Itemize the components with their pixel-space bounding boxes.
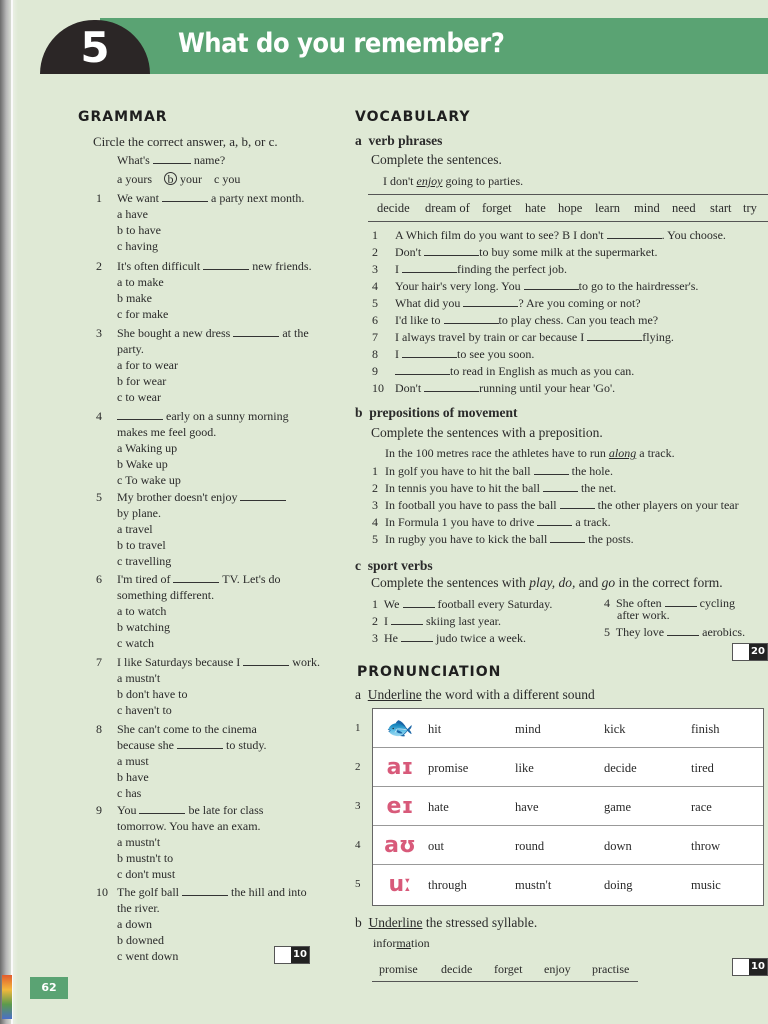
vocab-b-instruction: Complete the sentences with a preposition.: [371, 425, 603, 440]
answer-blank[interactable]: [665, 597, 697, 607]
train-icon: eɪ: [386, 794, 414, 819]
option-a: a Waking up: [117, 441, 178, 455]
word-option: mind: [634, 201, 660, 215]
word-option: learn: [595, 201, 620, 215]
question-text-line2: the river.: [117, 901, 160, 915]
option-b: b Wake up: [117, 457, 168, 471]
word-option: decide: [377, 201, 410, 215]
answer-blank[interactable]: [524, 280, 579, 290]
answer-blank[interactable]: [391, 615, 423, 625]
answer-blank[interactable]: [395, 365, 450, 375]
sentence-number: 2: [372, 245, 378, 259]
sentence-text: In tennis you have to hit the ball the net.: [385, 481, 617, 495]
sentence-number: 4: [372, 515, 378, 529]
option-c: c watch: [117, 636, 154, 650]
pronunciation-row: [373, 826, 763, 865]
option-c: c don't must: [117, 867, 176, 881]
answer-blank[interactable]: [162, 192, 208, 202]
question-number: 10: [96, 885, 108, 899]
pronunciation-word[interactable]: mustn't: [515, 878, 552, 892]
grammar-heading: GRAMMAR: [78, 109, 168, 125]
circled-answer: b: [164, 172, 177, 185]
question-number: 1: [96, 191, 102, 205]
question-text-line2: something different.: [117, 588, 215, 602]
pronunciation-word[interactable]: tired: [691, 761, 714, 775]
row-number: 5: [355, 878, 361, 890]
question-text: She bought a new dress at the: [117, 326, 309, 340]
sentence-text: A Which film do you want to see? B I don't . You choose.: [395, 228, 726, 242]
sentence-text: I finding the perfect job.: [395, 262, 567, 276]
answer-blank[interactable]: [560, 499, 595, 509]
answer-blank[interactable]: [463, 297, 518, 307]
grammar-score-box[interactable]: 10: [274, 946, 310, 964]
stress-word[interactable]: practise: [592, 962, 630, 976]
pronunciation-row: [373, 865, 763, 904]
option-a: a mustn't: [117, 671, 161, 685]
option-c: c went down: [117, 949, 179, 963]
sentence-text: I'd like to to play chess. Can you teach me?: [395, 313, 659, 327]
question-text-line2: makes me feel good.: [117, 425, 217, 439]
vocab-a-example: I don't enjoy going to parties.: [383, 174, 524, 188]
binding-highlight: [11, 0, 13, 1024]
pronunciation-word[interactable]: like: [515, 761, 534, 775]
question-text: early on a sunny morning: [117, 409, 289, 423]
sentence-text: 1 We football every Saturday.: [372, 597, 553, 611]
fish-icon: 🐟: [386, 716, 414, 741]
option-b: b to travel: [117, 538, 166, 552]
option-b: b watching: [117, 620, 170, 634]
answer-blank[interactable]: [233, 327, 279, 337]
page-number: 62: [30, 977, 68, 999]
sentence-text: Don't running until your hear 'Go'.: [395, 381, 616, 395]
sentence-text: In football you have to pass the ball the other players on your tear: [385, 498, 739, 512]
pronunciation-row: [373, 709, 763, 748]
question-text: She can't come to the cinema: [117, 722, 257, 736]
option-c: c haven't to: [117, 703, 172, 717]
question-number: 3: [96, 326, 102, 340]
vocab-b-title: b prepositions of movement: [355, 405, 518, 420]
sentence-number: 2: [372, 481, 378, 495]
pronunciation-word[interactable]: out: [428, 839, 444, 853]
sentence-text: I always travel by train or car because I flying.: [395, 330, 674, 344]
answer-blank[interactable]: [403, 598, 435, 608]
option-c: c having: [117, 239, 158, 253]
pronunciation-word[interactable]: down: [604, 839, 632, 853]
answer-blank[interactable]: [550, 533, 585, 543]
word-option: start: [710, 201, 732, 215]
answer-blank[interactable]: [607, 229, 662, 239]
vocabulary-score-box[interactable]: 20: [732, 643, 768, 661]
pronunciation-word[interactable]: kick: [604, 722, 626, 736]
vocabulary-heading: VOCABULARY: [355, 109, 471, 125]
option-a: a must: [117, 754, 149, 768]
pronunciation-word[interactable]: race: [691, 800, 712, 814]
sentence-text: In Formula 1 you have to drive a track.: [385, 515, 611, 529]
index-tabs: [2, 975, 12, 1019]
question-text-line2: tomorrow. You have an exam.: [117, 819, 261, 833]
vocab-b-example: In the 100 metres race the athletes have to run along a track.: [385, 446, 675, 460]
question-number: 4: [96, 409, 102, 423]
sentence-text: 3 He judo twice a week.: [372, 631, 526, 645]
question-number: 9: [96, 803, 102, 817]
stress-word[interactable]: promise: [379, 962, 418, 976]
pronunciation-word[interactable]: decide: [604, 761, 637, 775]
sentence-text: Your hair's very long. You to go to the hairdresser's.: [395, 279, 699, 293]
answer-blank[interactable]: [424, 382, 479, 392]
grammar-instruction: Circle the correct answer, a, b, or c.: [93, 134, 278, 149]
option-b: b make: [117, 291, 152, 305]
option-c: c has: [117, 786, 142, 800]
question-number: 7: [96, 655, 102, 669]
owl-icon: aʊ: [384, 833, 416, 858]
answer-blank[interactable]: [177, 739, 223, 749]
answer-blank[interactable]: [173, 573, 219, 583]
question-number: 8: [96, 722, 102, 736]
unit-number: 5: [80, 23, 110, 72]
answer-blank[interactable]: [402, 348, 457, 358]
sentence-number: 3: [372, 262, 378, 276]
answer-blank[interactable]: [240, 491, 286, 501]
word-option: need: [672, 201, 696, 215]
sentence-number: 5: [372, 296, 378, 310]
vocab-a-instruction: Complete the sentences.: [371, 152, 502, 167]
word-option: try: [743, 201, 757, 215]
grammar-example-question: What's name?: [117, 153, 226, 167]
bike-icon: aɪ: [386, 755, 414, 780]
question-text: It's often difficult new friends.: [117, 259, 312, 273]
pron-b-underline: [372, 981, 638, 982]
option-a: a to watch: [117, 604, 167, 618]
pronunciation-word[interactable]: music: [691, 878, 721, 892]
answer-blank[interactable]: [444, 314, 499, 324]
question-number: 2: [96, 259, 102, 273]
sentence-number: 6: [372, 313, 378, 327]
pronunciation-word[interactable]: have: [515, 800, 539, 814]
sentence-number: 5: [372, 532, 378, 546]
vocab-c-title: c sport verbs: [355, 558, 433, 573]
sentence-text: Don't to buy some milk at the supermarket.: [395, 245, 658, 259]
sentence-text: In rugby you have to kick the ball the posts.: [385, 532, 634, 546]
answer-blank[interactable]: [667, 626, 699, 636]
answer-blank[interactable]: [203, 260, 249, 270]
sentence-number: 7: [372, 330, 378, 344]
option-b: b for wear: [117, 374, 167, 388]
sentence-number: 1: [372, 228, 378, 242]
option-c: c to wear: [117, 390, 161, 404]
option-a: a for to wear: [117, 358, 178, 372]
sentence-text: What did you ? Are you coming or not?: [395, 296, 641, 310]
sentence-number: 10: [372, 381, 384, 395]
answer-blank[interactable]: [424, 246, 479, 256]
pron-b-instruction: b Underline the stressed syllable.: [355, 915, 538, 930]
pronunciation-table: [372, 708, 764, 906]
pronunciation-row: [373, 748, 763, 787]
sentence-text: 2 I skiing last year.: [372, 614, 501, 628]
answer-blank[interactable]: [139, 804, 185, 814]
question-text-line2: party.: [117, 342, 144, 356]
option-a: a to make: [117, 275, 164, 289]
sentence-text-line2: after work.: [617, 608, 670, 622]
question-text: The golf ball the hill and into: [117, 885, 307, 899]
sentence-number: 9: [372, 364, 378, 378]
answer-blank[interactable]: [587, 331, 642, 341]
vocab-c-instruction: Complete the sentences with play, do, and go in the correct form.: [371, 575, 723, 590]
question-number: 6: [96, 572, 102, 586]
pronunciation-row: [373, 787, 763, 826]
answer-blank[interactable]: [534, 465, 569, 475]
pronunciation-word[interactable]: game: [604, 800, 632, 814]
question-number: 5: [96, 490, 102, 504]
option-c: c travelling: [117, 554, 172, 568]
pronunciation-word[interactable]: doing: [604, 878, 633, 892]
page-title: What do you remember?: [178, 28, 505, 59]
stress-word[interactable]: decide: [441, 962, 473, 976]
sentence-text: I to see you soon.: [395, 347, 535, 361]
sentence-number: 4: [372, 279, 378, 293]
pronunciation-word[interactable]: mind: [515, 722, 541, 736]
question-text: I'm tired of TV. Let's do: [117, 572, 281, 586]
answer-blank[interactable]: [537, 516, 572, 526]
answer-blank[interactable]: [117, 410, 163, 420]
option-a: a down: [117, 917, 152, 931]
pron-a-instruction: a Underline the word with a different sound: [355, 687, 595, 702]
pronunciation-word[interactable]: hate: [428, 800, 449, 814]
option-b: b have: [117, 770, 149, 784]
row-number: 1: [355, 722, 361, 734]
stress-word[interactable]: enjoy: [544, 962, 571, 976]
question-text-line2: by plane.: [117, 506, 161, 520]
pron-b-example: information: [373, 936, 430, 950]
question-text: I like Saturdays because I work.: [117, 655, 320, 669]
option-c: c To wake up: [117, 473, 181, 487]
sentence-text: 4 She often cycling: [604, 596, 735, 610]
option-a: a travel: [117, 522, 153, 536]
option-b: b to have: [117, 223, 161, 237]
option-b: b downed: [117, 933, 164, 947]
answer-blank[interactable]: [401, 632, 433, 642]
pronunciation-score-box[interactable]: 10: [732, 958, 768, 976]
row-number: 2: [355, 761, 361, 773]
option-a: a mustn't: [117, 835, 161, 849]
grammar-example-options: a yours b your c you: [117, 172, 241, 186]
pronunciation-word[interactable]: throw: [691, 839, 721, 853]
question-text: We want a party next month.: [117, 191, 305, 205]
vocab-word-box: [368, 194, 768, 222]
row-number: 4: [355, 839, 361, 851]
pronunciation-word[interactable]: finish: [691, 722, 720, 736]
page-binding: [0, 0, 18, 1024]
word-option: hate: [525, 201, 546, 215]
question-text: My brother doesn't enjoy: [117, 490, 286, 504]
question-text: You be late for class: [117, 803, 264, 817]
pronunciation-word[interactable]: through: [428, 878, 467, 892]
boot-icon: uː: [388, 872, 412, 897]
pronunciation-word[interactable]: round: [515, 839, 545, 853]
sentence-text: In golf you have to hit the ball the hole.: [385, 464, 613, 478]
word-option: dream of: [425, 201, 470, 215]
pronunciation-word[interactable]: hit: [428, 722, 442, 736]
sentence-text: 5 They love aerobics.: [604, 625, 746, 639]
row-number: 3: [355, 800, 361, 812]
stress-word[interactable]: forget: [494, 962, 523, 976]
sentence-number: 1: [372, 464, 378, 478]
word-option: forget: [482, 201, 512, 215]
word-option: hope: [558, 201, 583, 215]
sentence-text: to read in English as much as you can.: [395, 364, 634, 378]
option-b: b mustn't to: [117, 851, 174, 865]
answer-blank[interactable]: [182, 886, 228, 896]
vocab-a-title: a verb phrases: [355, 133, 443, 148]
sentence-number: 8: [372, 347, 378, 361]
option-b: b don't have to: [117, 687, 188, 701]
answer-blank[interactable]: [543, 482, 578, 492]
pronunciation-word[interactable]: promise: [428, 761, 469, 775]
pronunciation-heading: PRONUNCIATION: [357, 664, 502, 680]
sentence-number: 3: [372, 498, 378, 512]
answer-blank[interactable]: [402, 263, 457, 273]
option-c: c for make: [117, 307, 169, 321]
option-a: a have: [117, 207, 148, 221]
question-text-line2: because she to study.: [117, 738, 267, 752]
answer-blank[interactable]: [243, 656, 289, 666]
